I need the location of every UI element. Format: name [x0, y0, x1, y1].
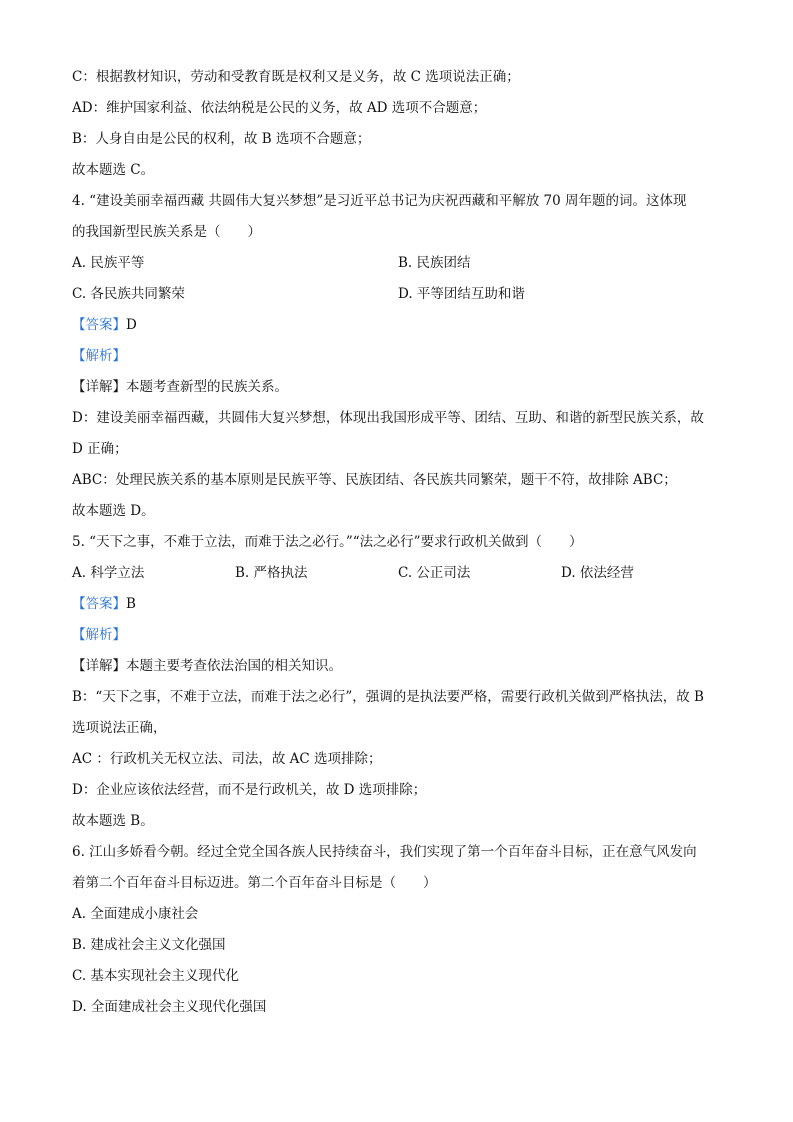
explanation-line: D：建设美丽幸福西藏，共圆伟大复兴梦想，体现出我国形成平等、团结、互助、和谐的新型民族关系，故: [72, 410, 704, 426]
option-c: C. 基本实现社会主义现代化: [72, 968, 239, 984]
option-d: D. 平等团结互助和谐: [398, 286, 525, 302]
explanation-line: 选项说法正确，: [72, 720, 167, 736]
option-b: B. 严格执法: [235, 565, 308, 581]
answer-value: B: [126, 596, 136, 612]
answer-value: D: [126, 317, 137, 333]
detail-line: 【详解】本题主要考查依法治国的相关知识。: [72, 658, 342, 674]
text-line: C：根据教材知识，劳动和受教育既是权利又是义务，故 C 选项说法正确；: [72, 69, 520, 85]
question-5-stem: 5. “天下之事，不难于立法，而难于法之必行。”“法之必行”要求行政机关做到（ ）: [72, 534, 583, 550]
question-6-stem: 6. 江山多娇看今朝。经过全党全国各族人民持续奋斗，我们实现了第一个百年奋斗目标，正在意气风发向: [72, 844, 697, 860]
text-line: 故本题选 C。: [72, 162, 155, 178]
explanation-line: B：“天下之事，不难于立法，而难于法之必行”，强调的是执法要严格，需要行政机关做到严格执法，故 B: [72, 689, 704, 705]
question-5-options: [72, 558, 732, 589]
document-page: [72, 62, 732, 1023]
option-a: A. 科学立法: [72, 565, 145, 581]
option-b: B. 民族团结: [398, 255, 471, 271]
explanation-line: 故本题选 D。: [72, 503, 155, 519]
explanation-line: ABC：处理民族关系的基本原则是民族平等、民族团结、各民族共同繁荣，题干不符，故排除 ABC；: [72, 472, 677, 488]
answer-line: [72, 310, 732, 341]
explanation-line: D 正确；: [72, 441, 128, 457]
option-c: C. 各民族共同繁荣: [72, 286, 185, 302]
answer-tag: 【答案】: [72, 596, 126, 612]
detail-line: 【详解】本题考查新型的民族关系。: [72, 379, 288, 395]
option-b: B. 建成社会主义文化强国: [72, 937, 226, 953]
option-d: D. 依法经营: [561, 565, 634, 581]
text-line: AD：维护国家利益、依法纳税是公民的义务，故 AD 选项不合题意；: [72, 100, 487, 116]
option-a: A. 民族平等: [72, 255, 145, 271]
question-4-stem: 4. “建设美丽幸福西藏 共圆伟大复兴梦想”是习近平总书记为庆祝西藏和平解放 70 周年题的词。这体现: [72, 193, 687, 209]
option-a: A. 全面建成小康社会: [72, 906, 199, 922]
question-4-options-row1: [72, 248, 732, 279]
question-4-options-row2: [72, 279, 732, 310]
analysis-tag: 【解析】: [72, 348, 126, 364]
answer-tag: 【答案】: [72, 317, 126, 333]
analysis-tag: 【解析】: [72, 627, 126, 643]
explanation-line: D：企业应该依法经营，而不是行政机关，故 D 选项排除；: [72, 782, 427, 798]
explanation-line: 故本题选 B。: [72, 813, 154, 829]
explanation-line: AC ：行政机关无权立法、司法，故 AC 选项排除；: [72, 751, 382, 767]
question-6-stem-cont: 着第二个百年奋斗目标迈进。第二个百年奋斗目标是（ ）: [72, 875, 437, 891]
option-d: D. 全面建成社会主义现代化强国: [72, 999, 267, 1015]
option-c: C. 公正司法: [398, 565, 471, 581]
question-4-stem-cont: 的我国新型民族关系是（ ）: [72, 224, 261, 240]
answer-line: [72, 589, 732, 620]
text-line: B：人身自由是公民的权利，故 B 选项不合题意；: [72, 131, 371, 147]
